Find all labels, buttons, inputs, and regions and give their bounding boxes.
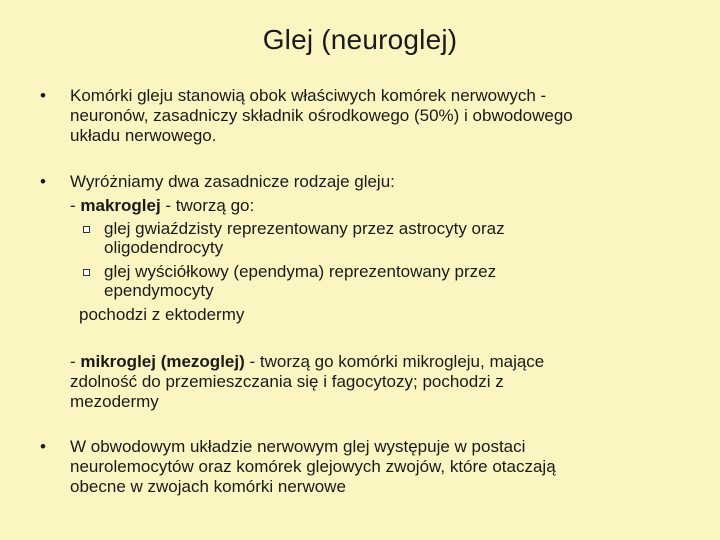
subitem-1-line-2: oligodendrocyty bbox=[104, 238, 224, 257]
mikroglej-line-3: mezodermy bbox=[70, 392, 159, 411]
mikroglej-term: mikroglej (mezoglej) bbox=[80, 352, 245, 371]
makroglej-prefix: - bbox=[70, 196, 81, 215]
bullet3-line-1: W obwodowym układzie nerwowym glej występuje w postaci bbox=[70, 437, 526, 456]
bullet-dot-3: • bbox=[40, 437, 46, 456]
makroglej-term: makroglej bbox=[80, 196, 161, 215]
slide-title: Glej (neuroglej) bbox=[262, 24, 458, 55]
subitem-2-line-2: ependymocyty bbox=[104, 281, 214, 300]
bullet-dot-1: • bbox=[40, 86, 46, 105]
bullet1-line-1: Komórki gleju stanowią obok właściwych komórek nerwowych - bbox=[70, 86, 547, 105]
makroglej-origin: pochodzi z ektodermy bbox=[79, 305, 245, 324]
mikroglej-rest: - tworzą go komórki mikrogleju, mające bbox=[244, 352, 545, 371]
mikroglej-line-1 bbox=[70, 352, 544, 371]
square-bullet-icon bbox=[83, 269, 90, 276]
subitem-2-line-1: glej wyściółkowy (ependyma) reprezentowany przez bbox=[104, 262, 497, 281]
makroglej-line bbox=[70, 196, 254, 215]
bullet3-line-3: obecne w zwojach komórki nerwowe bbox=[70, 477, 346, 496]
mikroglej-prefix: - bbox=[70, 352, 81, 371]
bullet1-line-2: neuronów, zasadniczy składnik ośrodkowego (50%) i obwodowego bbox=[70, 106, 573, 125]
bullet1-line-3: układu nerwowego. bbox=[70, 126, 217, 145]
square-bullet-icon bbox=[83, 226, 90, 233]
makroglej-rest: - tworzą go: bbox=[160, 196, 255, 215]
mikroglej-line-2: zdolność do przemieszczania się i fagocytozy; pochodzi z bbox=[70, 372, 504, 391]
bullet-dot-2: • bbox=[40, 172, 46, 191]
subitem-1-line-1: glej gwiaździsty reprezentowany przez astrocyty oraz bbox=[104, 219, 505, 238]
bullet3-line-2: neurolemocytów oraz komórek glejowych zwojów, które otaczają bbox=[70, 457, 556, 476]
bullet2-intro: Wyróżniamy dwa zasadnicze rodzaje gleju: bbox=[70, 172, 395, 191]
